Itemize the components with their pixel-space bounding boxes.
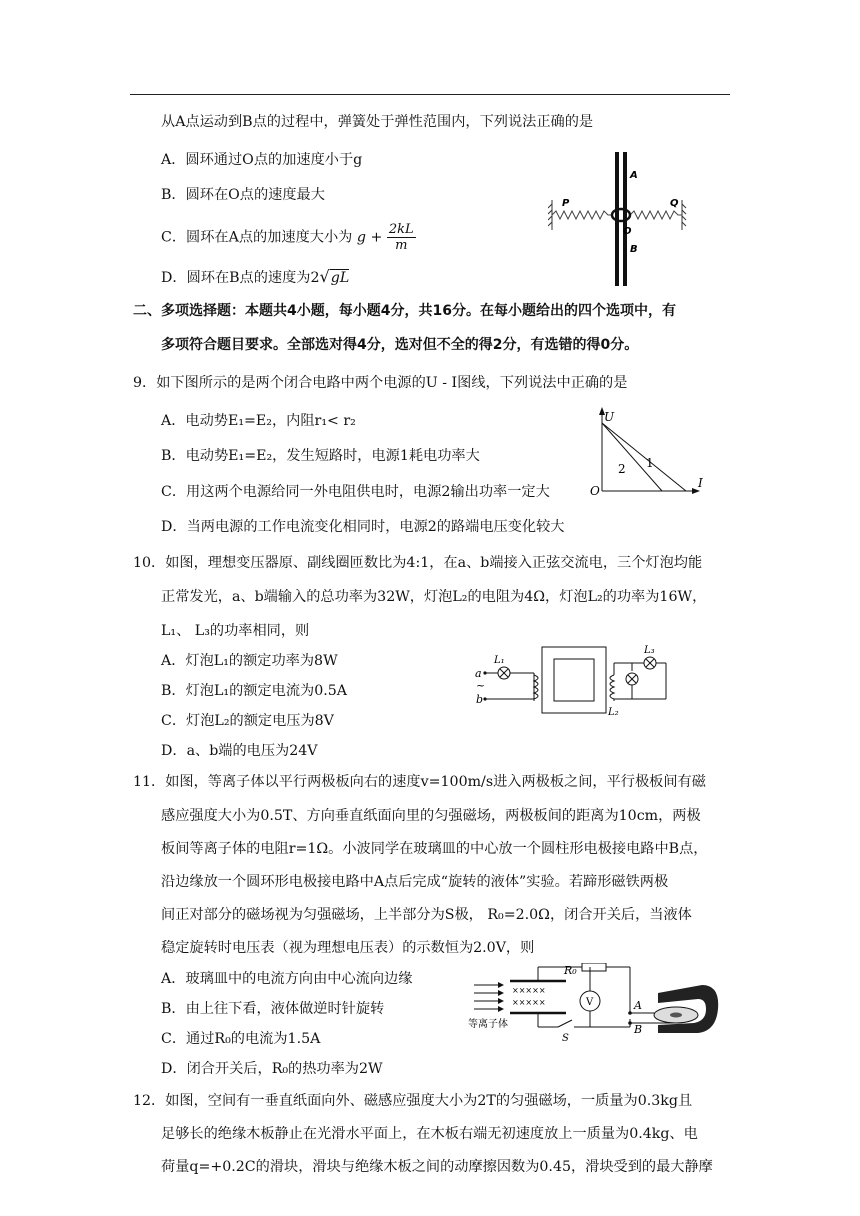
- q9-ui-graph-figure: [588, 405, 710, 497]
- q8-c-frac-num: 2kL: [388, 222, 414, 237]
- q12-stem-line2: 足够长的绝缘木板静止在光滑水平面上，在木板右端无初速度放上一质量为0.4kg、电: [161, 1126, 698, 1142]
- q10-transformer-figure: [474, 641, 670, 721]
- q11-label-a: A: [634, 999, 642, 1012]
- q8-option-c-fraction: [387, 222, 416, 253]
- q10-label-ac: ~: [476, 679, 486, 692]
- q8-option-c: [161, 222, 416, 253]
- q8-option-c-prefix: g +: [356, 229, 383, 246]
- q10-option-a: A．灯泡L₁的额定功率为8W: [161, 653, 338, 669]
- q10-label-l3: L₃: [644, 645, 655, 656]
- q8-label-p: P: [562, 198, 570, 209]
- q11-option-b: B．由上往下看，液体做逆时针旋转: [161, 1001, 385, 1017]
- q11-field-x-row1: ×××××: [512, 986, 546, 995]
- q11-option-c: C．通过R₀的电流为1.5A: [161, 1031, 321, 1047]
- q8-d-coef: 2: [310, 270, 320, 286]
- q9-stem: 9．如下图所示的是两个闭合电路中两个电源的U - I图线，下列说法中正确的是: [133, 375, 628, 391]
- q11-stem-line4: 沿边缘放一个圆环形电极接电路中A点后完成“旋转的液体”实验。若蹄形磁铁两极: [161, 874, 669, 890]
- q9-option-b: B．电动势E₁=E₂，发生短路时，电源1耗电功率大: [161, 448, 480, 464]
- q8-option-a: A．圆环通过O点的加速度小于g: [161, 152, 363, 168]
- section2-heading-line1: 二、多项选择题：本题共4小题，每小题4分，共16分。在每小题给出的四个选项中，有: [133, 303, 676, 319]
- q10-option-c: C．灯泡L₂的额定电压为8V: [161, 713, 334, 729]
- q9-option-a: A．电动势E₁=E₂，内阻r₁< r₂: [161, 413, 356, 429]
- q10-stem-line1: 10．如图，理想变压器原、副线圈匝数比为4:1，在a、b端接入正弦交流电，三个灯泡均能: [133, 555, 703, 571]
- q9-axis-u: U: [604, 410, 615, 424]
- q10-stem-line3: L₁、 L₃的功率相同，则: [161, 623, 310, 639]
- q8-label-a: A: [630, 170, 638, 181]
- q11-option-a: A．玻璃皿中的电流方向由中心流向边缘: [161, 971, 413, 987]
- q11-stem-line5: 间正对部分的磁场视为匀强磁场，上半部分为S极， R₀=2.0Ω，闭合开关后，当液体: [161, 907, 692, 923]
- q9-line-2-label: 2: [618, 462, 626, 476]
- q8-label-q: Q: [670, 198, 679, 209]
- q11-label-voltmeter: V: [586, 997, 594, 1008]
- q10-option-d: D．a、b端的电压为24V: [161, 743, 318, 759]
- q12-stem-line3: 荷量q=+0.2C的滑块，滑块与绝缘木板之间的动摩擦因数为0.45，滑块受到的最大静摩: [161, 1159, 713, 1175]
- q8-d-radicand: gL: [330, 270, 350, 286]
- q10-label-b: b: [476, 693, 484, 706]
- q12-stem-line1: 12．如图，空间有一垂直纸面向外、磁感应强度大小为2T的匀强磁场，一质量为0.3kg且: [133, 1093, 693, 1109]
- q9-option-c: C．用这两个电源给同一外电阻供电时，电源2输出功率一定大: [161, 484, 550, 500]
- q11-label-b: B: [634, 1023, 643, 1036]
- q9-option-d: D．当两电源的工作电流变化相同时，电源2的路端电压变化较大: [161, 519, 565, 535]
- q8-stem: 从A点运动到B点的过程中，弹簧处于弹性范围内，下列说法正确的是: [161, 114, 594, 130]
- section2-heading-line2: 多项符合题目要求。全部选对得4分，选对但不全的得2分，有选错的得0分。: [161, 337, 639, 353]
- q10-option-b: B．灯泡L₁的额定电流为0.5A: [161, 683, 348, 699]
- q11-stem-line1: 11．如图，等离子体以平行两极板向右的速度v=100m/s进入两极板之间，平行极板间有磁: [133, 774, 706, 790]
- q10-label-l1: L₁: [494, 655, 505, 666]
- q8-option-d-text: D．圆环在B点的速度为: [161, 270, 311, 286]
- q11-field-x-row2: ×××××: [512, 998, 546, 1007]
- q10-stem-line2: 正常发光，a、b端输入的总功率为32W，灯泡L₂的电阻为4Ω，灯泡L₂的功率为16W，: [161, 589, 707, 605]
- q8-option-d: D．圆环在B点的速度为2√gL: [161, 267, 350, 286]
- q8-c-frac-den: m: [395, 238, 408, 253]
- q11-stem-line6: 稳定旋转时电压表（视为理想电压表）的示数恒为2.0V，则: [161, 940, 535, 956]
- q11-circuit-figure: [462, 963, 724, 1043]
- q8-option-c-text: C．圆环在A点的加速度大小为: [161, 229, 353, 246]
- q10-label-a: a: [475, 667, 482, 680]
- q10-label-l2: L₂: [608, 707, 619, 718]
- q8-label-o: O: [623, 226, 632, 237]
- q11-label-r0: R₀: [564, 964, 577, 977]
- header-rule: [130, 94, 730, 95]
- q11-label-plasma: 等离子体: [468, 1019, 508, 1030]
- q11-option-d: D．闭合开关后，R₀的热功率为2W: [161, 1061, 383, 1077]
- q11-label-s: S: [562, 1033, 569, 1043]
- q9-origin-o: O: [590, 484, 600, 497]
- q8-spring-ring-figure: [548, 148, 688, 290]
- magnet-icon: [654, 985, 718, 1033]
- q11-stem-line2: 感应强度大小为0.5T、方向垂直纸面向里的匀强磁场，两极板间的距离为10cm，两极: [161, 808, 701, 824]
- q9-line-1-label: 1: [646, 456, 654, 470]
- q8-option-b: B．圆环在O点的速度最大: [161, 187, 325, 203]
- q11-stem-line3: 板间等离子体的电阻r=1Ω。小波同学在玻璃皿的中心放一个圆柱形电极接电路中B点，: [161, 841, 708, 857]
- q9-axis-i: I: [698, 476, 703, 490]
- q8-label-b: B: [630, 244, 638, 255]
